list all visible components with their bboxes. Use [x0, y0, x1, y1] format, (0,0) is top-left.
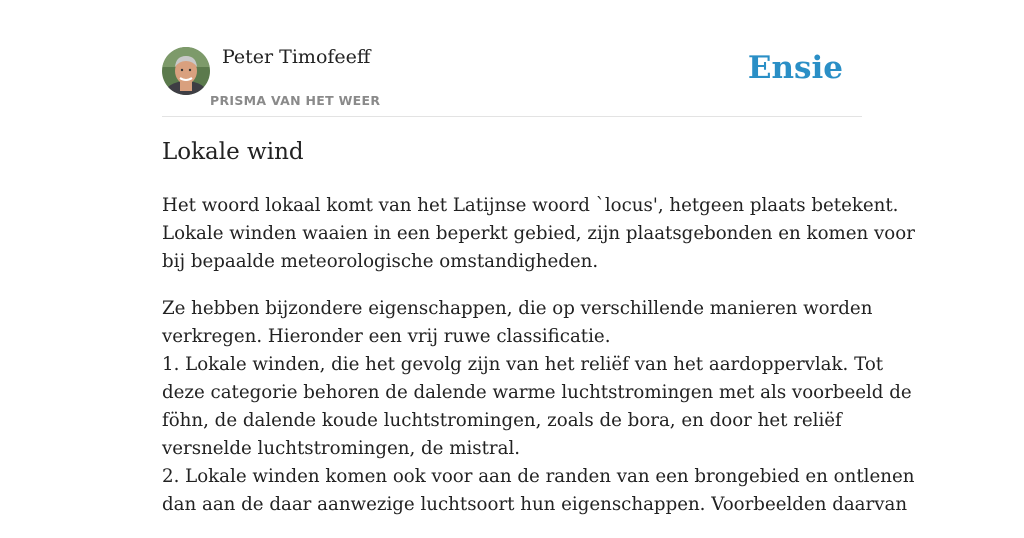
- text-line: Het woord lokaal komt van het Latijnse woord `locus', hetgeen plaats betekent.: [162, 195, 899, 216]
- text-line: 2. Lokale winden komen ook voor aan de randen van een brongebied en ontlenen: [162, 466, 915, 487]
- avatar-photo-icon: [162, 47, 210, 95]
- article-container: [162, 0, 915, 515]
- text-line: deze categorie behoren de dalende warme luchtstromingen met als voorbeeld de: [162, 382, 912, 403]
- article-body: [162, 192, 915, 538]
- article-header: [162, 0, 862, 117]
- paragraph-2: [162, 295, 915, 519]
- site-logo[interactable]: Ensie: [747, 50, 843, 86]
- text-line: 1. Lokale winden, die het gevolg zijn van het reliëf van het aardoppervlak. Tot: [162, 354, 884, 375]
- collection-name[interactable]: PRISMA VAN HET WEER: [210, 93, 381, 108]
- text-line: dan aan de daar aanwezige luchtsoort hun eigenschappen. Voorbeelden daarvan: [162, 494, 908, 515]
- text-line: versnelde luchtstromingen, de mistral.: [162, 438, 521, 459]
- author-avatar[interactable]: [162, 47, 210, 95]
- article-title: Lokale wind: [162, 139, 304, 165]
- text-line: Ze hebben bijzondere eigenschappen, die op verschillende manieren worden: [162, 298, 873, 319]
- text-line: Lokale winden waaien in een beperkt gebied, zijn plaatsgebonden en komen voor: [162, 223, 915, 244]
- text-line: föhn, de dalende koude luchtstromingen, zoals de bora, en door het reliëf: [162, 410, 842, 431]
- text-line: bij bepaalde meteorologische omstandigheden.: [162, 251, 599, 272]
- text-line: verkregen. Hieronder een vrij ruwe classificatie.: [162, 326, 611, 347]
- author-name[interactable]: Peter Timofeeff: [222, 46, 371, 68]
- paragraph-1: [162, 192, 915, 276]
